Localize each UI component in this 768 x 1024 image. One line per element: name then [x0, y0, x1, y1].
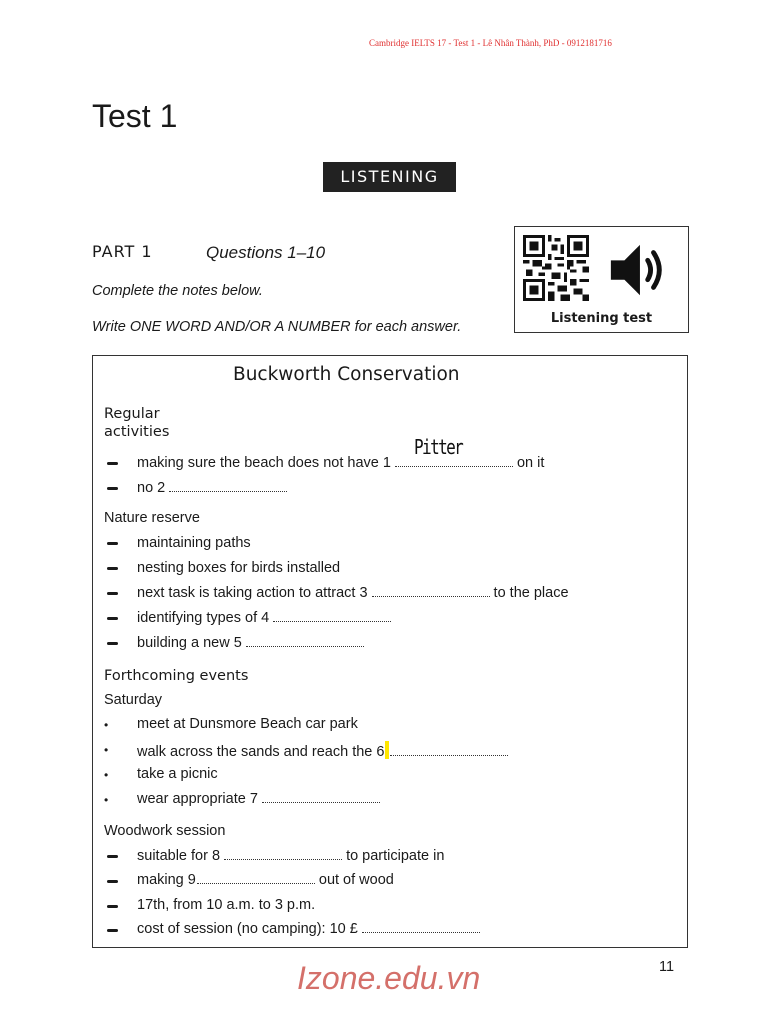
note-item: making sure the beach does not have 1 on it: [137, 455, 545, 471]
note-item: 17th, from 10 a.m. to 3 p.m.: [137, 897, 316, 913]
instruction-word-limit: Write ONE WORD AND/OR A NUMBER for each answer.: [92, 319, 462, 335]
bullet: [107, 542, 118, 545]
bullet: [107, 617, 118, 620]
audio-label: Listening test: [550, 311, 653, 326]
note-item: no 2: [137, 480, 287, 496]
bullet: •: [104, 793, 109, 807]
bullet: [107, 642, 118, 645]
answer-gap-2[interactable]: [169, 482, 287, 492]
note-item: maintaining paths: [137, 535, 251, 551]
note-item: next task is taking action to attract 3 to the place: [137, 585, 569, 601]
answer-gap-6[interactable]: [390, 746, 508, 756]
section-regular-heading: Regular activities: [104, 406, 170, 440]
note-item: walk across the sands and reach the 6: [137, 741, 508, 760]
bullet: [107, 592, 118, 595]
notes-title: Buckworth Conservation: [233, 364, 460, 385]
test-title: Test 1: [92, 98, 178, 134]
bullet: •: [104, 718, 109, 732]
bullet: [107, 855, 118, 858]
note-item: making 9 out of wood: [137, 872, 394, 888]
section-nature-heading: Nature reserve: [104, 510, 200, 526]
footer-site[interactable]: Izone.edu.vn: [297, 960, 481, 996]
note-item: suitable for 8 to participate in: [137, 848, 445, 864]
handwritten-answer-1: Pitter: [414, 435, 463, 459]
instruction-complete: Complete the notes below.: [92, 283, 263, 299]
answer-gap-7[interactable]: [262, 793, 380, 803]
bullet: •: [104, 743, 109, 757]
bullet: [107, 929, 118, 932]
answer-gap-10[interactable]: [362, 923, 480, 933]
bullet: [107, 905, 118, 908]
qr-code-icon[interactable]: [523, 235, 589, 301]
bullet: [107, 462, 118, 465]
events-day: Saturday: [104, 692, 163, 708]
bullet: [107, 487, 118, 490]
page-number: 11: [659, 959, 675, 975]
header-credit: Cambridge IELTS 17 - Test 1 - Lê Nhân Thành, PhD - 0912181716: [369, 38, 612, 48]
part-heading: PART 1: [92, 242, 153, 261]
note-item: take a picnic: [137, 766, 218, 782]
bullet: •: [104, 768, 109, 782]
audio-box[interactable]: [514, 226, 689, 333]
note-item: meet at Dunsmore Beach car park: [137, 716, 358, 732]
speaker-icon[interactable]: [607, 239, 669, 301]
questions-range: Questions 1–10: [206, 243, 326, 262]
answer-gap-5[interactable]: [246, 637, 364, 647]
note-item: nesting boxes for birds installed: [137, 560, 341, 576]
section-badge: LISTENING: [323, 162, 456, 192]
answer-gap-8[interactable]: [224, 850, 342, 860]
highlight-mark: [385, 741, 389, 759]
answer-gap-9[interactable]: [197, 874, 315, 884]
section-events-heading: Forthcoming events: [104, 668, 249, 684]
note-item: identifying types of 4: [137, 610, 391, 626]
bullet: [107, 880, 118, 883]
note-item: cost of session (no camping): 10 £: [137, 921, 480, 937]
note-item: building a new 5: [137, 635, 364, 651]
answer-gap-3[interactable]: [372, 587, 490, 597]
bullet: [107, 567, 118, 570]
section-woodwork-heading: Woodwork session: [104, 823, 226, 839]
answer-gap-4[interactable]: [273, 612, 391, 622]
note-item: wear appropriate 7: [137, 791, 380, 807]
